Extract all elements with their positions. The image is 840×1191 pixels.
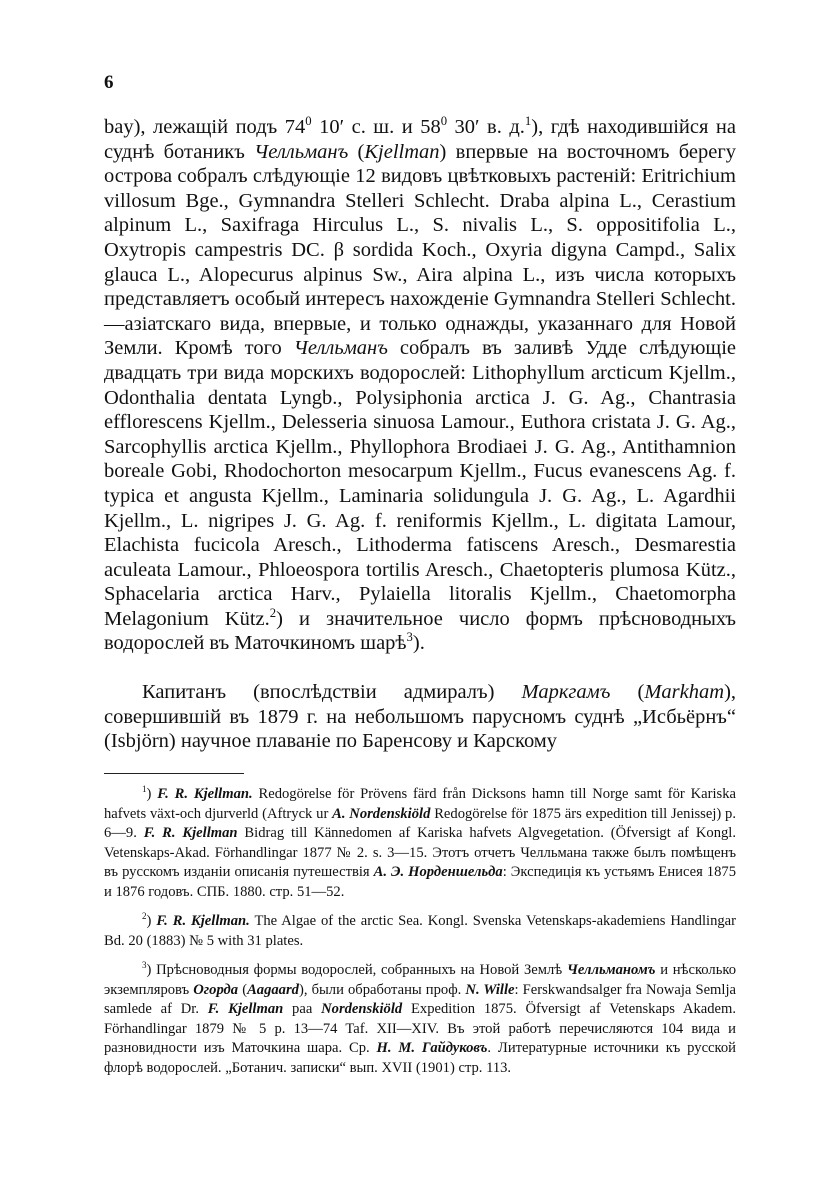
paragraph-markham: Капитанъ (впослѣдствіи адмиралъ) Маркгамъ (Markham), совершившій въ 1879 г. на небольшомъ парусномъ суднѣ „Исбьёрнъ“ (Isbjörn) научное плаваніе по Баренсову и Карскому bbox=[104, 681, 737, 753]
main-text bbox=[104, 115, 736, 754]
footnote-divider bbox=[104, 773, 244, 774]
footnote-3: $^3$) Прѣсноводныя формы водорослей, собранныхъ на Новой Землѣ Челльманомъ и нѣсколько экземпляровъ Огорда (Aagaard), были обработаны проф. N. Wille: Ferskwandsalger fra Nowaja Semlja samlede af Dr. F. Kjellman paa Nordenskiöld Expedition 1875. Öfversigt af Vetenskaps Akadem. Förhandlingar 1879 № 5 p. 13—74 Taf. XII—XIV. Въ этой работѣ перечисляются 104 вида и разновидности изъ Маточкина шара. Ср. Н. М. Гайдуковъ. Литературные источники къ русской флорѣ водорослей. „Ботанич. записки“ вып. XVII (1901) стр. 113. bbox=[104, 960, 736, 1076]
footnote-ref-1[interactable]: 1 bbox=[524, 114, 532, 129]
paragraph-novaya-zemlya-flora: bay), лежащій подъ 74$^0$ 10′ с. ш. и 58$^0$ 30′ в. д.$^1$), гдѣ находившійся на суднѣ ботаникъ Челльманъ (Kjellman) впервые на восточномъ берегу острова собралъ слѣдующіе 12 видовъ цвѣтковыхъ растеній: Eritrichium villosum Bge., Gymnandra Stelleri Schlecht. Draba alpina L., Cerastium alpinum L., Saxifraga Hirculus L., S. nivalis L., S. oppositifolia L., Oxytropis campestris DC. β sordida Koch., Oxyria digyna Campd., Salix glauca L., Alopecurus alpinus Sw., Aira alpina L., изъ числа которыхъ представляетъ особый интересъ нахожденіе Gymnandra Stelleri Schlecht.—азіатскаго вида, впервые, и только однажды, указаннаго для Новой Земли. Кромѣ того Челльманъ собралъ въ заливѣ Удде слѣдующіе двадцать три вида морскихъ водорослей: Lithophyllum arcticum Kjellm., Odonthalia dentata Lyngb., Polysiphonia arctica J. G. Ag., Chantrasia efflorescens Kjellm., Delesseria sinuosa Lamour., Euthora cristata J. G. Ag., Sarcophyllis arctica Kjellm., Phyllophora Brodiaei J. G. Ag., Antithamnion boreale Gobi, Rhodochorton mesocarpum Kjellm., Fucus evanescens Ag. f. typica et angusta Kjellm., Laminaria solidungula J. G. Ag., L. Agardhii Kjellm., L. nigripes J. G. Ag. f. reniformis Kjellm., L. digitata Lamour, Elachista fucicola Aresch., Lithoderma fatiscens Aresch., Desmarestia aculeata Lamour., Phloeospora tortilis Aresch., Chaetopteris plumosa Kütz., Sphacelaria arctica Harv., Pylaiella litoralis Kjellm., Chaetomorpha Melagonium Kütz.$^2$) и значительное число формъ прѣсноводныхъ водорослей въ Маточкиномъ шарѣ$^3$). bbox=[104, 114, 736, 655]
footnote-ref-3[interactable]: 3 bbox=[406, 630, 413, 645]
footnote-1: $^1$) F. R. Kjellman. Redogörelse för Prövens färd från Dicksons hamn till Norge samt för Kariska hafvets växt-och djurverld (Aftryck ur A. Nordenskiöld Redogörelse för 1875 ärs expedition till Jenissej) p. 6—9. F. R. Kjellman Bidrag till Kännedomen af Kariska hafvets Algvegetation. (Öfversigt af Kongl. Vetenskaps-Akad. Förhandlingar 1877 № 2. s. 3—15. Этотъ отчетъ Челльмана также былъ помѣщенъ въ русскомъ изданіи описанія путешествія А. Э. Норденшельда: Экспедиція къ устьямъ Енисея 1875 и 1876 годовъ. СПБ. 1880. стр. 51—52. bbox=[104, 784, 737, 900]
footnotes bbox=[104, 785, 736, 1088]
page-number: 6 bbox=[104, 72, 114, 93]
footnote-ref-2[interactable]: 2 bbox=[269, 606, 277, 621]
footnote-2: $^2$) F. R. Kjellman. The Algae of the arctic Sea. Kongl. Svenska Vetenskaps-akademiens Handlingar Bd. 20 (1883) № 5 with 31 plates. bbox=[104, 911, 737, 949]
